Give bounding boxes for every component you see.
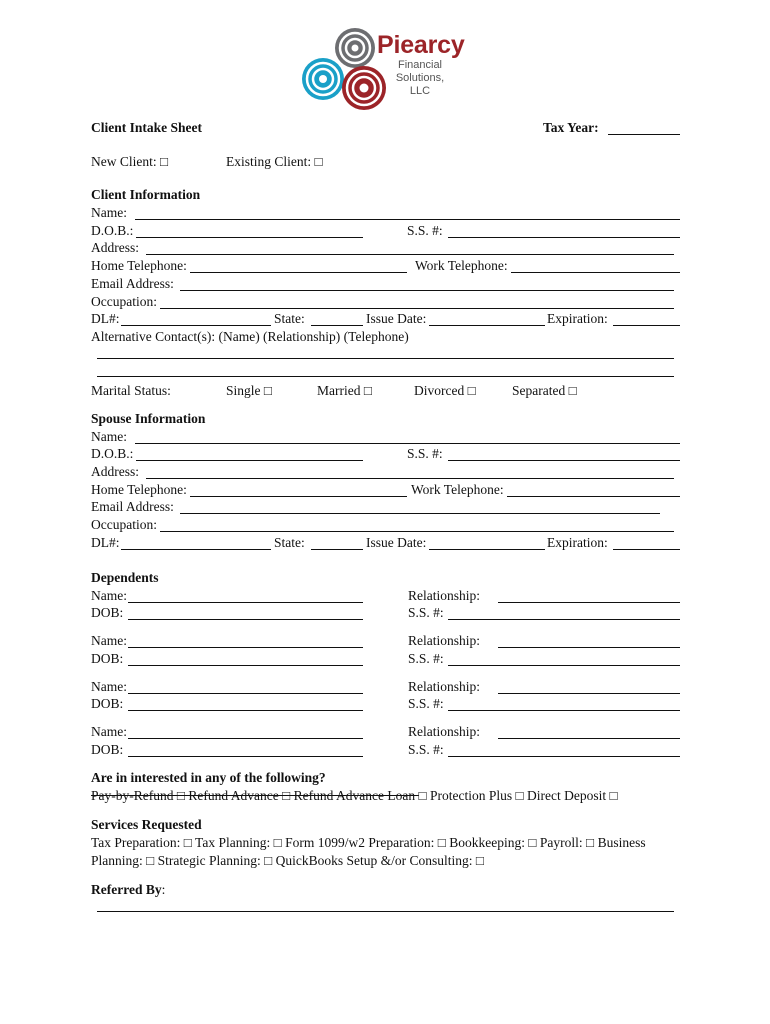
client-email-field[interactable] — [180, 290, 674, 291]
referred-by-field[interactable] — [97, 911, 674, 912]
spouse-home-tel-field[interactable] — [190, 496, 407, 497]
spouse-email-row — [91, 498, 680, 516]
alt-contact-row — [91, 328, 680, 346]
marital-status-label: Marital Status: — [91, 383, 171, 398]
dependent-ss-label: S.S. #: — [408, 742, 444, 757]
services-line-2 — [91, 852, 680, 870]
spouse-info-heading-row — [91, 410, 680, 428]
spouse-email-label: Email Address: — [91, 499, 174, 514]
dependent-ss-label: S.S. #: — [408, 605, 444, 620]
spouse-dob-label: D.O.B.: — [91, 446, 134, 461]
interests-heading-row — [91, 769, 680, 787]
client-name-row — [91, 204, 680, 222]
client-dob-field[interactable] — [136, 237, 363, 238]
divorced-checkbox[interactable]: Divorced □ — [414, 383, 476, 398]
spouse-address-field[interactable] — [146, 478, 674, 479]
dependent-2-name-row — [91, 632, 680, 650]
dependent-1-dob-row — [91, 604, 680, 622]
dependent-4-relationship-field[interactable] — [498, 738, 680, 739]
dependent-4-ss-field[interactable] — [448, 756, 680, 757]
dependent-name-label: Name: — [91, 588, 127, 603]
dependent-1-ss-field[interactable] — [448, 619, 680, 620]
client-address-row — [91, 239, 680, 257]
client-work-tel-field[interactable] — [511, 272, 680, 273]
client-address-label: Address: — [91, 240, 139, 255]
spouse-state-label: State: — [274, 535, 305, 550]
dependents-heading: Dependents — [91, 570, 159, 585]
dependent-ss-label: S.S. #: — [408, 696, 444, 711]
spouse-address-label: Address: — [91, 464, 139, 479]
interests-options[interactable] — [91, 788, 618, 803]
client-name-field[interactable] — [135, 219, 680, 220]
client-state-field[interactable] — [311, 325, 363, 326]
dependent-relationship-label: Relationship: — [408, 679, 480, 694]
dependent-dob-label: DOB: — [91, 696, 124, 711]
services-line-1 — [91, 834, 680, 852]
spouse-expiration-field[interactable] — [613, 549, 680, 550]
spouse-name-row — [91, 428, 680, 446]
single-checkbox[interactable]: Single □ — [226, 383, 273, 398]
dependent-4-name-field[interactable] — [128, 738, 363, 739]
client-occupation-label: Occupation: — [91, 294, 157, 309]
struck-refund-options: Pay-by-Refund □ Refund Advance □ Refund Advance Loan — [91, 788, 419, 803]
spouse-work-tel-field[interactable] — [507, 496, 680, 497]
spouse-ss-label: S.S. #: — [407, 446, 443, 461]
tax-year-field[interactable] — [608, 134, 680, 135]
interests-heading: Are in interested in any of the following? — [91, 770, 326, 785]
dependent-3-relationship-field[interactable] — [498, 693, 680, 694]
spouse-expiration-label: Expiration: — [547, 535, 608, 550]
dependent-1-name-field[interactable] — [128, 602, 363, 603]
dependent-relationship-label: Relationship: — [408, 633, 480, 648]
dependent-3-dob-field[interactable] — [128, 710, 363, 711]
client-email-label: Email Address: — [91, 276, 174, 291]
spouse-dl-row — [91, 534, 680, 552]
referred-by-row — [91, 881, 680, 899]
client-expiration-field[interactable] — [613, 325, 680, 326]
spouse-work-tel-label: Work Telephone: — [411, 482, 504, 497]
dependent-2-dob-field[interactable] — [128, 665, 363, 666]
spouse-issue-date-label: Issue Date: — [366, 535, 427, 550]
dependent-name-label: Name: — [91, 633, 127, 648]
client-info-heading-row — [91, 186, 680, 204]
client-issue-date-label: Issue Date: — [366, 311, 427, 326]
form-title: Client Intake Sheet — [91, 120, 202, 135]
dependent-2-name-field[interactable] — [128, 647, 363, 648]
dependent-3-dob-row — [91, 695, 680, 713]
client-work-tel-label: Work Telephone: — [415, 258, 508, 273]
dependent-4-dob-row — [91, 741, 680, 759]
dependent-name-label: Name: — [91, 679, 127, 694]
client-name-label: Name: — [91, 205, 127, 220]
services-heading: Services Requested — [91, 817, 202, 832]
client-info-heading: Client Information — [91, 187, 201, 202]
existing-client-checkbox[interactable]: Existing Client: □ — [226, 154, 323, 169]
client-type-row — [91, 153, 680, 171]
dependent-1-dob-field[interactable] — [128, 619, 363, 620]
client-home-tel-label: Home Telephone: — [91, 258, 187, 273]
client-dl-label: DL#: — [91, 311, 120, 326]
client-dl-row — [91, 310, 680, 328]
separated-checkbox[interactable]: Separated □ — [512, 383, 577, 398]
dependent-dob-label: DOB: — [91, 742, 124, 757]
dependent-4-dob-field[interactable] — [128, 756, 363, 757]
dependent-3-ss-field[interactable] — [448, 710, 680, 711]
dependent-1-name-row — [91, 587, 680, 605]
client-expiration-label: Expiration: — [547, 311, 608, 326]
interests-options-row — [91, 787, 680, 805]
client-ss-label: S.S. #: — [407, 223, 443, 238]
spouse-dob-field[interactable] — [136, 460, 363, 461]
marital-status-row — [91, 382, 680, 400]
dependents-heading-row — [91, 569, 680, 587]
services-heading-row — [91, 816, 680, 834]
referred-by-label: Referred By: — [91, 882, 166, 897]
spouse-occupation-label: Occupation: — [91, 517, 157, 532]
spouse-email-field[interactable] — [180, 513, 660, 514]
spouse-dl-label: DL#: — [91, 535, 120, 550]
married-checkbox[interactable]: Married □ — [317, 383, 373, 398]
brand-subtitle: Financial Solutions, LLC — [395, 59, 445, 97]
alt-contact-line-2[interactable] — [97, 376, 674, 377]
client-occupation-row — [91, 293, 680, 311]
spouse-name-field[interactable] — [135, 443, 680, 444]
client-occupation-field[interactable] — [160, 308, 674, 309]
spouse-dob-row — [91, 445, 680, 463]
client-ss-field[interactable] — [448, 237, 680, 238]
dependent-relationship-label: Relationship: — [408, 724, 480, 739]
client-address-field[interactable] — [146, 254, 674, 255]
dependent-4-name-row — [91, 723, 680, 741]
spouse-address-row — [91, 463, 680, 481]
services-options-line-1[interactable]: Tax Preparation: □ Tax Planning: □ Form 1099/w2 Preparation: □ Bookkeeping: □ Payroll: □ Business — [91, 835, 646, 850]
dependent-2-dob-row — [91, 650, 680, 668]
spouse-dl-field[interactable] — [121, 549, 271, 550]
dependent-2-ss-field[interactable] — [448, 665, 680, 666]
services-options-line-2[interactable]: Planning: □ Strategic Planning: □ QuickBooks Setup &/or Consulting: □ — [91, 853, 485, 868]
new-client-checkbox[interactable]: New Client: □ — [91, 154, 169, 169]
client-state-label: State: — [274, 311, 305, 326]
dependent-2-relationship-field[interactable] — [498, 647, 680, 648]
client-issue-date-field[interactable] — [429, 325, 545, 326]
client-dob-label: D.O.B.: — [91, 223, 134, 238]
dependent-dob-label: DOB: — [91, 651, 124, 666]
client-home-tel-field[interactable] — [190, 272, 407, 273]
spouse-state-field[interactable] — [311, 549, 363, 550]
dependent-relationship-label: Relationship: — [408, 588, 480, 603]
client-dob-row — [91, 222, 680, 240]
brand-name: Piearcy — [377, 31, 465, 59]
dependent-dob-label: DOB: — [91, 605, 124, 620]
alt-contact-line-1[interactable] — [97, 358, 674, 359]
spouse-home-tel-label: Home Telephone: — [91, 482, 187, 497]
header-row — [91, 119, 680, 137]
spouse-occupation-field[interactable] — [160, 531, 674, 532]
spouse-occupation-row — [91, 516, 680, 534]
tax-year-label: Tax Year: — [543, 120, 599, 135]
spouse-ss-field[interactable] — [448, 460, 680, 461]
client-dl-field[interactable] — [121, 325, 271, 326]
spouse-phone-row — [91, 481, 680, 499]
alt-contact-label: Alternative Contact(s): (Name) (Relationship) (Telephone) — [91, 329, 409, 344]
dependent-name-label: Name: — [91, 724, 127, 739]
dependent-3-name-field[interactable] — [128, 693, 363, 694]
dependent-3-name-row — [91, 678, 680, 696]
dependent-ss-label: S.S. #: — [408, 651, 444, 666]
spouse-info-heading: Spouse Information — [91, 411, 206, 426]
spouse-issue-date-field[interactable] — [429, 549, 545, 550]
dependent-1-relationship-field[interactable] — [498, 602, 680, 603]
client-phone-row — [91, 257, 680, 275]
client-email-row — [91, 275, 680, 293]
interest-remaining-options: □ Protection Plus □ Direct Deposit □ — [418, 788, 618, 803]
spouse-name-label: Name: — [91, 429, 127, 444]
